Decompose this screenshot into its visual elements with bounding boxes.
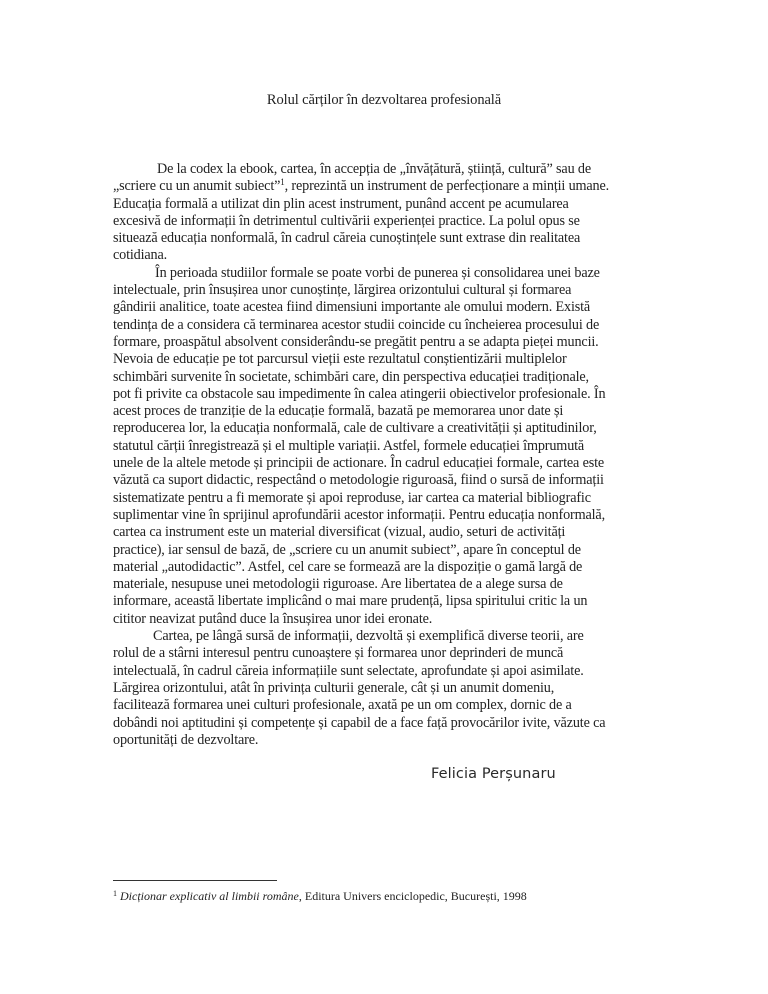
body-line: excesivă de informații în detrimentul cultivării experienței practice. La polul opus se	[113, 212, 580, 229]
body-line-segment: , reprezintă un instrument de perfecționare a minții umane.	[284, 178, 610, 195]
footnote-separator	[113, 880, 277, 881]
body-line: pot fi privite ca obstacole sau impedimente în calea atingerii obiectivelor profesionale. În	[113, 385, 606, 402]
body-line: În perioada studiilor formale se poate vorbi de punerea și consolidarea unei baze	[155, 264, 600, 281]
body-line: cartea ca instrument este un material diversificat (vizual, audio, seturi de activități	[113, 524, 566, 541]
body-line: văzută ca suport didactic, respectând o metodologie riguroasă, fiind o sursă de informații	[113, 472, 604, 489]
body-line: dobândi noi aptitudini și competențe și capabil de a face față provocărilor ivite, văzute ca	[113, 714, 606, 731]
body-line: Nevoia de educație pe tot parcursul vieții este rezultatul conștientizării multiplelor	[113, 351, 567, 368]
footnote-book-title: Dicționar explicativ al limbii române	[120, 889, 299, 903]
document-title: Rolul cărților în dezvoltarea profesională	[266, 92, 502, 108]
body-line: sistematizate pentru a fi memorate și apoi reproduse, iar cartea ca material bibliografic	[113, 489, 591, 506]
body-line: situează educația nonformală, în cadrul căreia cunoștințele sunt extrase din realitatea	[113, 230, 581, 247]
body-line: facilitează formarea unei culturi profesionale, axată pe un om complex, dornic de a	[113, 697, 572, 714]
body-line: schimbări survenite în societate, schimbări care, din perspectiva educației tradiționale,	[113, 368, 589, 385]
footnote-reference: 1	[280, 177, 285, 188]
body-line: unele de la altele metode și principii de actionare. În cadrul educației formale, cartea este	[113, 455, 605, 472]
author-signature: Felicia Perșunaru	[431, 766, 556, 782]
body-line: practice), iar sensul de bază, de „scriere cu un anumit subiect”, apare în conceptul de	[113, 541, 581, 558]
body-line: Cartea, pe lângă sursă de informații, dezvoltă și exemplifică diverse teorii, are	[153, 628, 584, 645]
body-line: cititor neavizat putând duce la însușirea unor idei eronate.	[113, 610, 433, 627]
body-line-with-footnote	[113, 178, 658, 195]
body-line: informare, această libertate implicând o mai mare prudență, lipsa spiritului critic la un	[113, 593, 588, 610]
body-line: De la codex la ebook, cartea, în accepția de „învățătură, știință, cultură” sau de	[157, 161, 591, 177]
body-line: rolul de a stârni interesul pentru cunoaștere și formarea unor deprinderi de muncă	[113, 645, 564, 662]
body-line: Educația formală a utilizat din plin acest instrument, punând accent pe acumularea	[113, 195, 569, 212]
body-line: suplimentar vine în sprijinul aprofundării acestor informații. Pentru educația nonformală,	[113, 506, 605, 523]
body-line: oportunități de dezvoltare.	[113, 731, 259, 748]
body-line-segment: „scriere cu un anumit subiect”	[113, 178, 281, 195]
body-line: formare, proaspătul absolvent considerându-se pregătit pentru a se adapta pieței muncii.	[113, 333, 599, 350]
body-line: reproducerea lor, la educația nonformală, cale de cultivare a creativității și aptitudinilor,	[113, 420, 597, 437]
footnote-publisher: , Editura Univers enciclopedic, București, 1998	[298, 889, 527, 903]
body-line: Lărgirea orizontului, atât în privința culturii generale, cât și un anumit domeniu,	[113, 679, 555, 696]
body-line: statutul cărții înregistrează și el multiple variații. Astfel, formele educației împrumută	[113, 437, 585, 454]
body-line: material „autodidactic”. Astfel, cel care se formează are la dispoziție o gamă largă de	[113, 558, 583, 575]
footnote	[113, 889, 527, 904]
body-line: acest proces de tranziție de la educație formală, bazată pe memorarea unor date și	[113, 403, 564, 420]
body-line: gândirii analitice, toate acestea fiind dimensiuni importante ale omului modern. Există	[113, 299, 591, 316]
body-line: intelectuală, în cadrul căreia informațiile sunt selectate, aprofundate și apoi asimilate.	[113, 662, 584, 679]
body-line: cotidiana.	[113, 247, 168, 264]
body-line: intelectuale, prin însușirea unor cunoștințe, lărgirea orizontului cultural și formarea	[113, 282, 572, 299]
document-body	[113, 161, 658, 749]
body-line: materiale, nesupuse unei metodologii riguroase. Are libertatea de a alege sursa de	[113, 576, 563, 593]
footnote-marker: 1	[113, 889, 117, 898]
body-line: tendința de a considera că terminarea acestor studii coincide cu încheierea procesului de	[113, 316, 600, 333]
